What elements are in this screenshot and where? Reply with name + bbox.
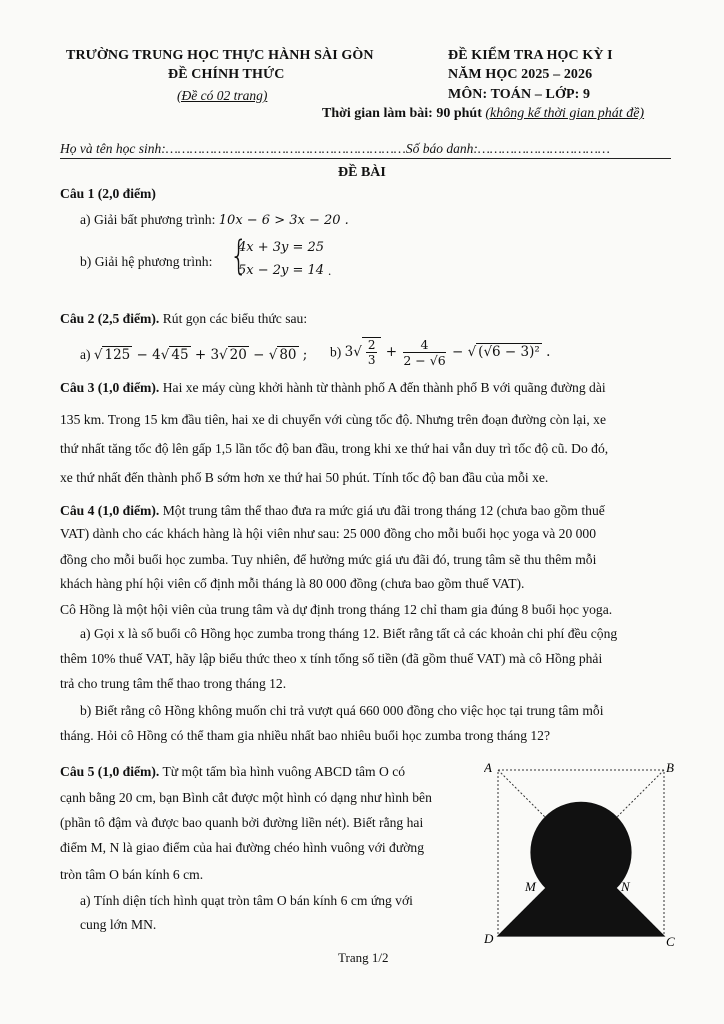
q1-b-dot: . <box>328 263 332 278</box>
q4-b1: b) Biết rằng cô Hồng không muốn chi trả vượt quá 660 000 đồng cho việc học tại trung tâm mỗi <box>80 703 604 718</box>
q2-b <box>330 337 550 368</box>
q3-line2: 135 km. Trong 15 km đầu tiên, hai xe di chuyển với cùng tốc độ. Nhưng trên đoạn đường còn lại, xe <box>60 412 606 427</box>
q5-line4: điểm M, N là giao điểm của hai đường chéo hình vuông với đường <box>60 840 424 855</box>
q4-a2: thêm 10% thuế VAT, hãy lập biểu thức theo x tính tổng số tiền (đã gồm thuế VAT) mà cô Hồng phải <box>60 651 603 666</box>
q5-a1: a) Tính diện tích hình quạt tròn tâm O bán kính 6 cm ứng với <box>80 893 413 908</box>
time-note: (không kể thời gian phát đề) <box>485 106 645 121</box>
q5-text1: Từ một tấm bìa hình vuông ABCD tâm O có <box>162 764 406 779</box>
q3-text1: Hai xe máy cùng khởi hành từ thành phố A đến thành phố B với quãng đường dài <box>162 380 606 395</box>
q5-line2: cạnh bằng 20 cm, bạn Bình cắt được một hình có dạng như hình bên <box>60 790 432 805</box>
q4-a3: trả cho trung tâm thể thao trong tháng 12. <box>60 676 287 691</box>
geometry-figure <box>484 758 684 948</box>
q2-intro: Rút gọn các biểu thức sau: <box>162 311 308 326</box>
student-id-label: Số báo danh: <box>405 141 478 156</box>
q5-a2: cung lớn MN. <box>80 917 157 932</box>
q3-heading: Câu 3 (1,0 điểm). <box>60 380 160 395</box>
q5-heading: Câu 5 (1,0 điểm). <box>60 764 160 779</box>
q5-line5: tròn tâm O bán kính 6 cm. <box>60 867 204 882</box>
label-m: M <box>525 879 536 894</box>
q4-text1: Một trung tâm thể thao đưa ra mức giá ưu đãi trong tháng 12 (chưa bao gồm thuế <box>162 503 605 518</box>
student-line-rule <box>60 158 671 159</box>
q5-line1 <box>60 764 405 780</box>
q1-a-expr: 10x − 6 > 3x − 20 . <box>218 213 349 228</box>
q2-b-label: b) <box>330 344 342 360</box>
school-name: TRƯỜNG TRUNG HỌC THỰC HÀNH SÀI GÒN <box>66 48 374 63</box>
q1-b-eq2: 5x − 2y = 14 <box>238 263 325 278</box>
q5-line3: (phần tô đậm và được bao quanh bởi đường liền nét). Biết rằng hai <box>60 815 424 830</box>
q4-line2: VAT) dành cho các khách hàng là hội viên như sau: 25 000 đồng cho mỗi buổi học yoga và 20 000 <box>60 526 597 541</box>
label-a: A <box>484 760 492 775</box>
time-label: Thời gian làm bài: 90 phút <box>322 106 482 121</box>
q1-b-label: b) Giải hệ phương trình: <box>80 254 213 269</box>
q1-a-label: a) Giải bất phương trình: <box>80 212 216 227</box>
q4-line5: Cô Hồng là một hội viên của trung tâm và dự định trong tháng 12 chỉ tham gia đúng 8 buổi học yoga. <box>60 602 613 617</box>
q4-line4: khách hàng phí hội viên cố định mỗi tháng là 80 000 đồng (chưa bao gồm thuế VAT). <box>60 576 525 591</box>
official-label: ĐỀ CHÍNH THỨC <box>168 67 285 82</box>
q2-a <box>80 346 307 363</box>
student-id-dots: …………………………… <box>477 141 610 156</box>
school-year: NĂM HỌC 2025 – 2026 <box>448 67 593 82</box>
q2-heading: Câu 2 (2,5 điểm). <box>60 311 160 326</box>
q4-heading: Câu 4 (1,0 điểm). <box>60 503 160 518</box>
q2-line <box>60 311 307 327</box>
q2-a-expr: √ 125 − 4√ 45 + 3√ 20 − √ 80 ; <box>93 347 308 363</box>
q2-a-label: a) <box>80 347 91 362</box>
pages-note: (Đề có 02 trang) <box>177 88 268 103</box>
time-line <box>322 106 644 122</box>
q1-a <box>80 212 349 228</box>
q4-b2: tháng. Hỏi cô Hồng có thể tham gia nhiều nhất bao nhiêu buổi học zumba trong tháng 12? <box>60 728 551 743</box>
label-b: B <box>666 760 674 775</box>
subject-label: MÔN: TOÁN – LỚP: 9 <box>448 87 591 102</box>
student-name-dots: …………………………………………………… <box>165 141 406 156</box>
label-n: N <box>621 879 630 894</box>
q4-a1: a) Gọi x là số buổi cô Hồng học zumba trong tháng 12. Biết rằng tất cả các khoản chi phí đều cộng <box>80 626 618 641</box>
student-info-line <box>60 141 610 157</box>
page-footer: Trang 1/2 <box>338 950 389 965</box>
student-name-label: Họ và tên học sinh: <box>60 141 166 156</box>
q1-brace: { <box>229 233 248 279</box>
q3-line1 <box>60 380 672 396</box>
q2-b-expr: 3√ $\frac{2}{3}$ + $\frac{4}{2 - √6}$ − √ (√6 − 3)² . <box>344 337 551 368</box>
shaded-shape <box>498 802 664 936</box>
section-title: ĐỀ BÀI <box>338 165 386 180</box>
q4-line3: đồng cho mỗi buổi học zumba. Tuy nhiên, để hưởng mức giá ưu đãi đó, trung tâm sẽ thu thêm mỗi <box>60 552 597 567</box>
label-c: C <box>666 934 675 948</box>
q1-heading: Câu 1 (2,0 điểm) <box>60 186 156 201</box>
q3-line4: xe thứ nhất đến thành phố B sớm hơn xe thứ hai 50 phút. Tính tốc độ ban đầu của mỗi xe. <box>60 470 549 485</box>
q1-b-eq1: 4x + 3y = 25 <box>238 240 325 255</box>
q4-line1 <box>60 503 605 519</box>
exam-title: ĐỀ KIỂM TRA HỌC KỲ I <box>448 48 613 63</box>
label-d: D <box>484 931 494 946</box>
q3-line3: thứ nhất tăng tốc độ lên gấp 1,5 lần tốc độ ban đầu, trong khi xe thứ hai vẫn duy trì tốc độ cũ. Do đó, <box>60 441 609 456</box>
